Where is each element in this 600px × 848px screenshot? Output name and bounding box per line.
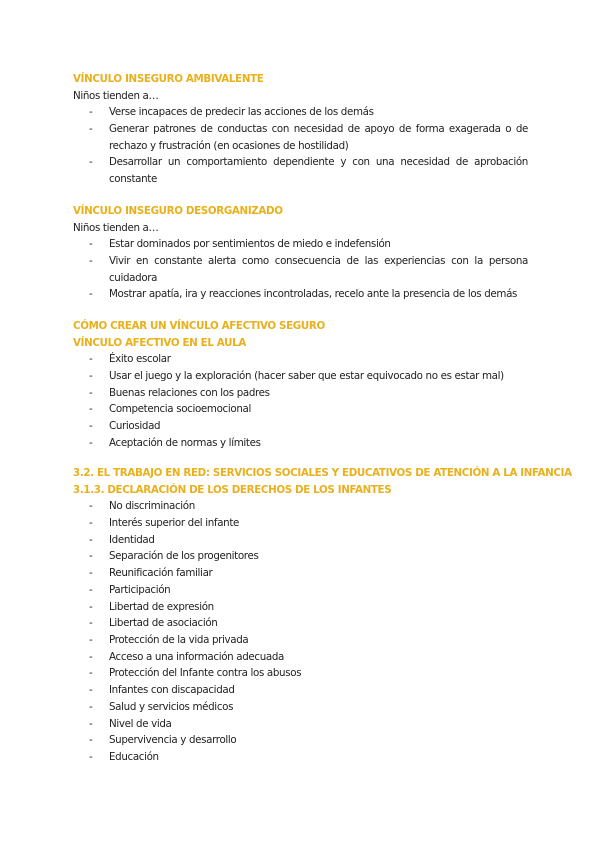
bullet-dash: - — [89, 156, 93, 169]
section-heading: 3.2. EL TRABAJO EN RED: SERVICIOS SOCIALES Y EDUCATIVOS DE ATENCIÓN A LA INFANCIA — [73, 467, 572, 479]
list-item — [73, 665, 528, 682]
list-item-text: Salud y servicios médicos — [109, 700, 234, 713]
list-item-text: Supervivencia y desarrollo — [109, 734, 237, 747]
list-item — [73, 615, 528, 632]
bullet-dash: - — [89, 255, 93, 268]
list-item-text: Usar el juego y la exploración (hacer saber que estar equivocado no es estar mal) — [109, 370, 504, 383]
list-item-text: Desarrollar un comportamiento dependiente y con una necesidad de aprobación constante — [109, 156, 528, 186]
bullet-dash: - — [89, 370, 93, 383]
bullet-dash: - — [89, 550, 93, 563]
bullet-list — [73, 236, 528, 303]
bullet-dash: - — [89, 403, 93, 416]
list-item — [73, 515, 528, 532]
list-item-text: Educación — [109, 750, 159, 763]
list-item — [73, 351, 528, 368]
bullet-dash: - — [89, 634, 93, 646]
list-item-text: Separación de los progenitores — [109, 550, 259, 563]
bullet-dash: - — [89, 650, 93, 663]
list-item-text: Acceso a una información adecuada — [109, 650, 284, 663]
section-heading: VÍNCULO INSEGURO AMBIVALENTE — [73, 73, 264, 85]
list-item — [73, 548, 528, 565]
list-item — [73, 121, 528, 154]
section-derechos-infantes — [73, 465, 572, 766]
list-item — [73, 385, 528, 402]
list-item-text: Estar dominados por sentimientos de miedo e indefensión — [109, 238, 391, 251]
bullet-dash: - — [89, 567, 93, 580]
list-item — [73, 699, 528, 716]
list-item — [73, 599, 528, 616]
section-subheading: 3.1.3. DECLARACIÓN DE LOS DERECHOS DE LOS INFANTES — [73, 483, 392, 496]
bullet-dash: - — [89, 617, 93, 630]
list-item — [73, 682, 528, 699]
list-item — [73, 532, 528, 549]
list-item-text: Vivir en constante alerta como consecuencia de las experiencias con la persona cuidadora — [109, 255, 528, 284]
bullet-dash: - — [89, 533, 93, 546]
section-intro: Niños tienden a… — [73, 89, 159, 102]
list-item — [73, 418, 528, 435]
list-item — [73, 749, 528, 766]
list-item-text: Infantes con discapacidad — [109, 684, 235, 697]
bullet-dash: - — [89, 600, 93, 613]
list-item-text: Libertad de asociación — [109, 617, 218, 630]
list-item-text: Reunificación familiar — [109, 567, 213, 580]
bullet-dash: - — [89, 106, 93, 119]
list-item — [73, 498, 528, 515]
bullet-dash: - — [89, 123, 93, 136]
list-item-text: Aceptación de normas y límites — [109, 436, 261, 449]
list-item — [73, 401, 528, 418]
section-vinculo-desorganizado — [73, 203, 528, 303]
bullet-dash: - — [89, 353, 93, 366]
list-item — [73, 649, 528, 666]
list-item — [73, 253, 528, 286]
bullet-list — [73, 498, 528, 765]
bullet-dash: - — [89, 734, 93, 747]
bullet-list — [73, 351, 528, 451]
section-subheading: VÍNCULO AFECTIVO EN EL AULA — [73, 336, 246, 349]
bullet-dash: - — [89, 700, 93, 713]
bullet-dash: - — [89, 500, 93, 513]
list-item-text: Protección de la vida privada — [109, 634, 249, 646]
list-item-text: Éxito escolar — [109, 353, 171, 366]
list-item — [73, 732, 528, 749]
list-item — [73, 582, 528, 599]
list-item-text: Generar patrones de conductas con necesidad de apoyo de forma exagerada o de rechazo y frustración (en ocasiones de hostilidad) — [109, 123, 528, 152]
bullet-dash: - — [89, 750, 93, 763]
list-item — [73, 104, 528, 121]
list-item — [73, 716, 528, 733]
bullet-dash: - — [89, 517, 93, 530]
list-item — [73, 286, 528, 303]
bullet-dash: - — [89, 288, 93, 301]
list-item-text: Participación — [109, 583, 171, 596]
list-item — [73, 565, 528, 582]
list-item — [73, 368, 528, 385]
bullet-dash: - — [89, 420, 93, 433]
section-intro: Niños tienden a… — [73, 221, 159, 234]
bullet-dash: - — [89, 667, 93, 680]
list-item — [73, 435, 528, 452]
list-item-text: Competencia socioemocional — [109, 403, 251, 416]
list-item — [73, 236, 528, 253]
list-item-text: Interés superior del infante — [109, 517, 240, 530]
bullet-dash: - — [89, 717, 93, 730]
list-item-text: No discriminación — [109, 500, 195, 513]
bullet-dash: - — [89, 386, 93, 399]
list-item-text: Curiosidad — [109, 420, 161, 433]
bullet-dash: - — [89, 238, 93, 251]
list-item-text: Nivel de vida — [109, 717, 172, 730]
list-item-text: Mostrar apatía, ira y reacciones incontroladas, recelo ante la presencia de los demás — [109, 288, 518, 301]
section-heading: CÓMO CREAR UN VÍNCULO AFECTIVO SEGURO — [73, 320, 325, 332]
bullet-list — [73, 104, 528, 188]
list-item-text: Protección del Infante contra los abusos — [109, 667, 302, 680]
list-item-text: Verse incapaces de predecir las acciones de los demás — [109, 106, 374, 119]
section-vinculo-seguro — [73, 318, 528, 452]
list-item-text: Identidad — [109, 533, 155, 546]
bullet-dash: - — [89, 436, 93, 449]
list-item — [73, 632, 528, 649]
list-item-text: Libertad de expresión — [109, 600, 214, 613]
section-heading: VÍNCULO INSEGURO DESORGANIZADO — [73, 205, 283, 217]
list-item-text: Buenas relaciones con los padres — [109, 386, 270, 399]
bullet-dash: - — [89, 583, 93, 596]
bullet-dash: - — [89, 684, 93, 697]
section-vinculo-ambivalente — [73, 71, 528, 188]
list-item — [73, 154, 528, 187]
